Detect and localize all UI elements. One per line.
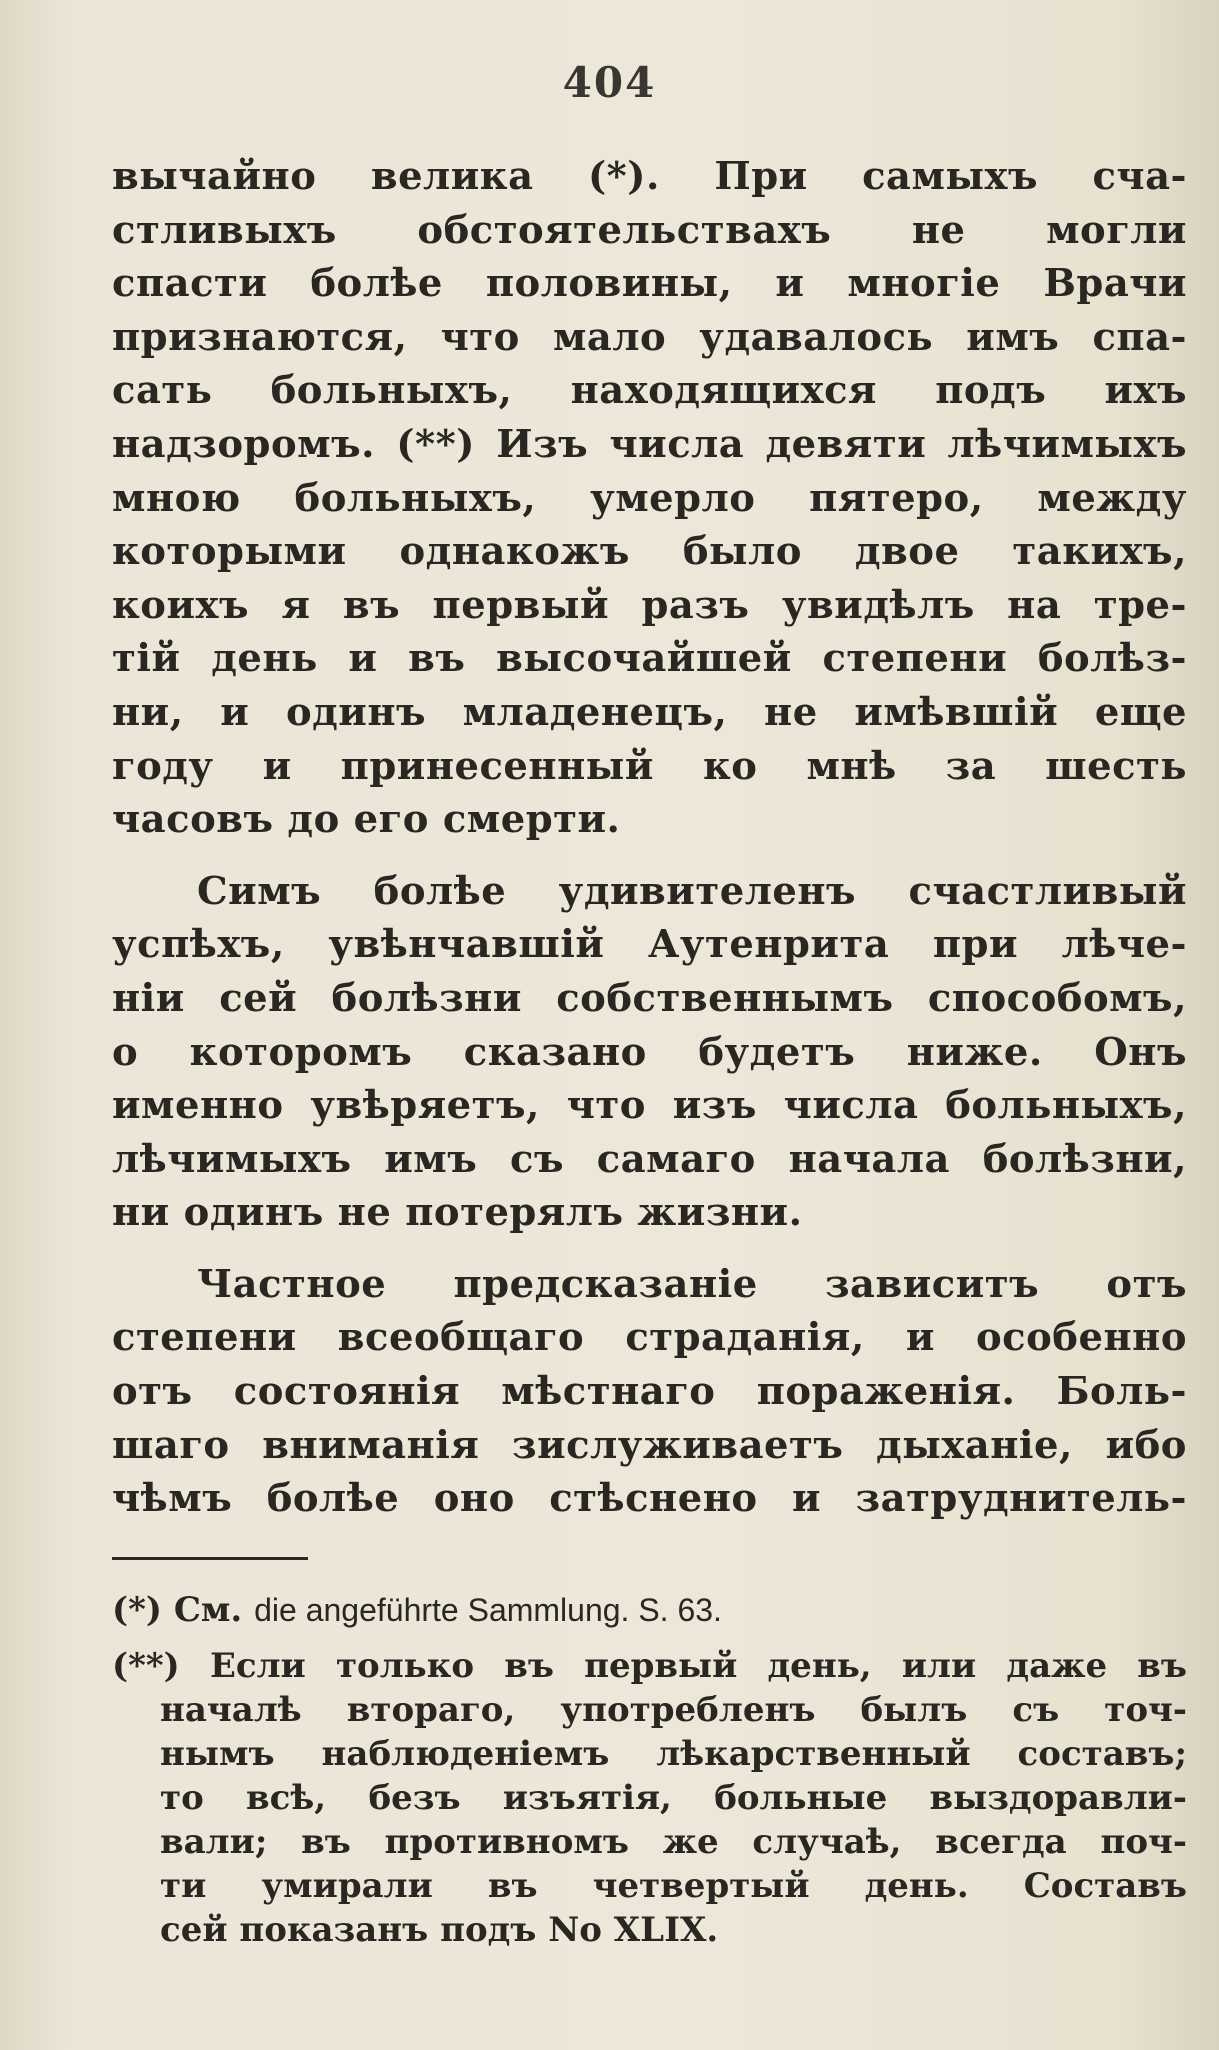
text-line: именно увѣряетъ, что изъ числа больныхъ, — [112, 1083, 1187, 1129]
footnote-2 — [112, 1644, 1187, 1952]
text-line: стливыхъ обстоятельствахъ не могли — [112, 207, 1187, 253]
text-line: о которомъ сказано будетъ ниже. Онъ — [112, 1029, 1187, 1075]
main-text — [112, 150, 1187, 1544]
text-line: Симъ болѣе удивителенъ счастливый — [197, 868, 1187, 914]
text-line: ніи сей болѣзни собственнымъ способомъ, — [112, 975, 1187, 1021]
paragraph-1 — [112, 150, 1187, 847]
text-line: вычайно велика (*). При самыхъ сча- — [112, 154, 1187, 199]
footnote-line: ти умирали въ четвертый день. Составъ — [160, 1866, 1187, 1906]
text-line: спасти болѣе половины, и многіе Врачи — [112, 261, 1187, 307]
paragraph-2 — [112, 865, 1187, 1240]
footnote-divider — [112, 1557, 308, 1560]
text-line: тій день и въ высочайшей степени болѣз- — [112, 636, 1187, 682]
footnote-line: сей показанъ подъ No XLIX. — [160, 1910, 719, 1950]
footnote-citation: die angeführte Sammlung. S. 63. — [254, 1592, 722, 1628]
text-line: признаются, что мало удавалось имъ спа- — [112, 314, 1187, 360]
page-number: 404 — [562, 58, 657, 107]
text-line: году и принесенный ко мнѣ за шесть — [112, 743, 1187, 789]
text-line: надзоромъ. (**) Изъ числа девяти лѣчимыхъ — [112, 421, 1187, 467]
text-line: степени всеобщаго страданія, и особенно — [112, 1315, 1187, 1361]
text-line: часовъ до его смерти. — [112, 797, 621, 843]
text-line: лѣчимыхъ имъ съ самаго начала болѣзни, — [112, 1136, 1187, 1182]
text-line: чѣмъ болѣе оно стѣснено и затруднитель- — [112, 1476, 1187, 1522]
text-line: мною больныхъ, умерло пятеро, между — [112, 475, 1187, 521]
footnote-line: началѣ втораго, употребленъ былъ съ точ- — [160, 1690, 1187, 1730]
text-line: шаго вниманія зислуживаетъ дыханіе, ибо — [112, 1422, 1187, 1468]
footnote-marker: (**) — [112, 1646, 180, 1686]
footnote-line: нымъ наблюденіемъ лѣкарственный составъ; — [160, 1734, 1187, 1774]
text-line: которыми однакожъ было двое такихъ, — [112, 529, 1187, 575]
footnote-line: то всѣ, безъ изъятія, больные выздоравли- — [160, 1778, 1187, 1818]
text-line: успѣхъ, увѣнчавшій Аутенрита при лѣче- — [112, 922, 1187, 968]
text-line: ни, и одинъ младенецъ, не имѣвшій еще — [112, 689, 1187, 735]
text-line: коихъ я въ первый разъ увидѣлъ на тре- — [112, 582, 1187, 628]
footnote-prefix: См. — [173, 1590, 243, 1630]
text-line: отъ состоянія мѣстнаго пораженія. Боль- — [112, 1369, 1187, 1415]
footnote-line — [112, 1588, 1187, 1632]
footnotes — [112, 1588, 1187, 1964]
text-line: ни одинъ не потерялъ жизни. — [112, 1190, 803, 1236]
text-line: Частное предсказаніе зависитъ отъ — [197, 1261, 1187, 1307]
footnote-line: вали; въ противномъ же случаѣ, всегда поч- — [160, 1822, 1187, 1862]
footnote-line — [112, 1644, 1187, 1688]
footnote-text: Если только въ первый день, или даже въ — [209, 1646, 1187, 1686]
text-line: сать больныхъ, находящихся подъ ихъ — [112, 368, 1187, 414]
footnote-1 — [112, 1588, 1187, 1632]
paragraph-3 — [112, 1258, 1187, 1526]
footnote-marker: (*) — [112, 1590, 162, 1630]
